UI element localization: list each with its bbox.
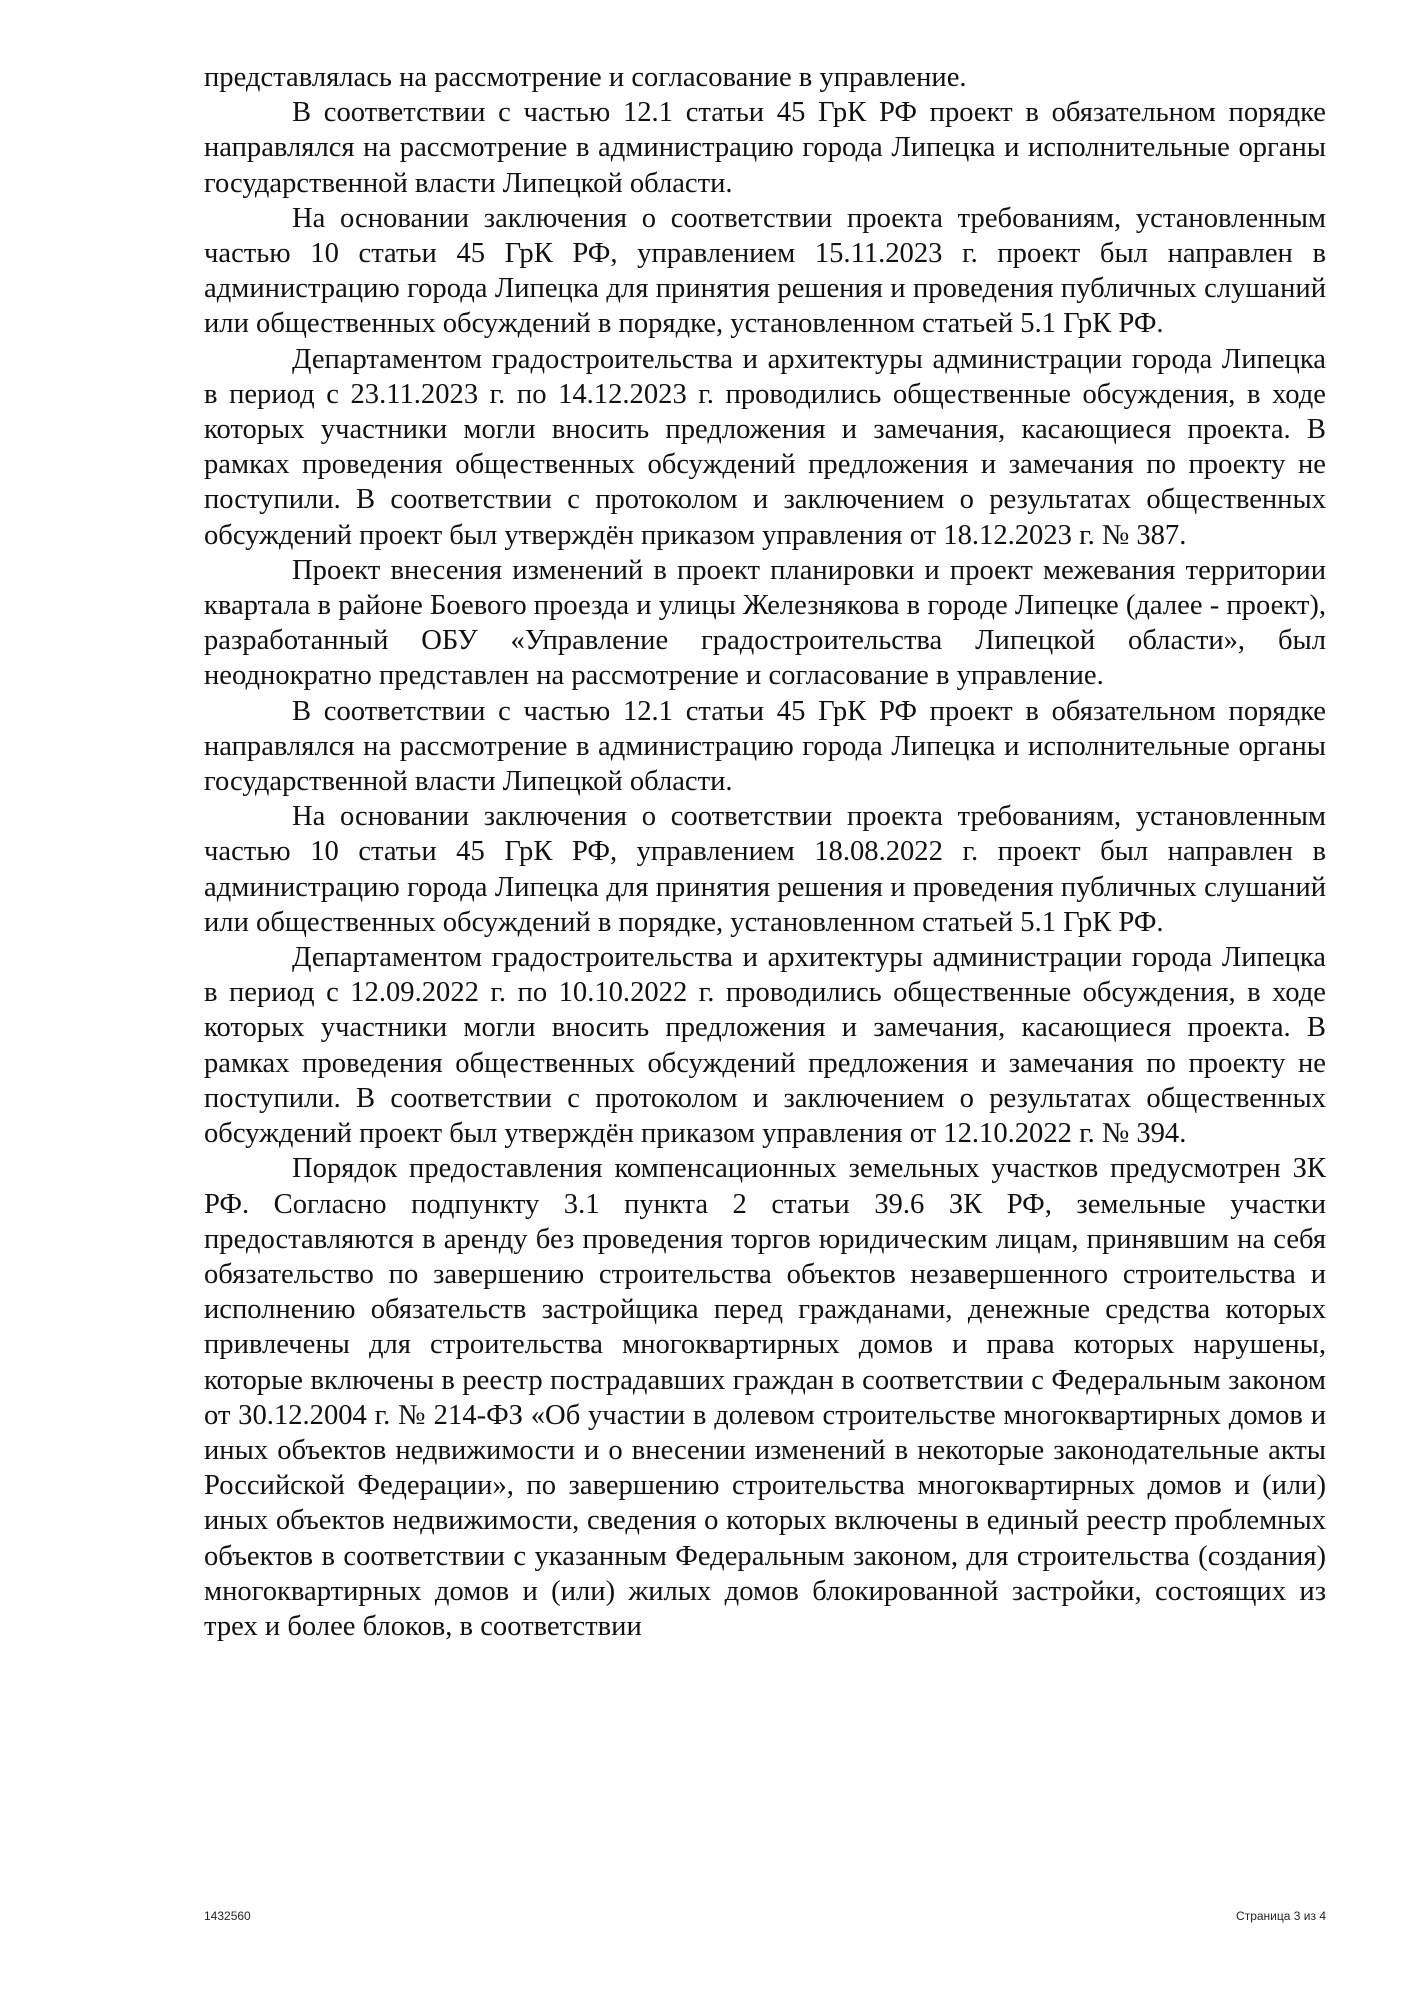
paragraph: В соответствии с частью 12.1 статьи 45 ГрК РФ проект в обязательном порядке направлялся на рассмотрение в администрацию города Липецка и исполнительные органы государственной власти Липецкой области.	[204, 97, 1326, 199]
paragraph: Департаментом градостроительства и архитектуры администрации города Липецка в период с 23.11.2023 г. по 14.12.2023 г. проводились общественные обсуждения, в ходе которых участники могли вносить предложения и замечания, касающиеся проекта. В рамках проведения общественных обсуждений предложения и замечания по проекту не поступили. В соответствии с протоколом и заключением о результатах общественных обсуждений проект был утверждён приказом управления от 18.12.2023 г. № 387.	[204, 343, 1326, 551]
paragraph: На основании заключения о соответствии проекта требованиям, установленным частью 10 статьи 45 ГрК РФ, управлением 15.11.2023 г. проект был направлен в администрацию города Липецка для принятия решения и проведения публичных слушаний или общественных обсуждений в порядке, установленном статьей 5.1 ГрК РФ.	[204, 202, 1326, 340]
paragraph: Департаментом градостроительства и архитектуры администрации города Липецка в период с 12.09.2022 г. по 10.10.2022 г. проводились общественные обсуждения, в ходе которых участники могли вносить предложения и замечания, касающиеся проекта. В рамках проведения общественных обсуждений предложения и замечания по проекту не поступили. В соответствии с протоколом и заключением о результатах общественных обсуждений проект был утверждён приказом управления от 12.10.2022 г. № 394.	[204, 942, 1326, 1150]
document-number: 1432560	[204, 1909, 251, 1923]
paragraph-continuation: представлялась на рассмотрение и согласование в управление.	[204, 62, 967, 93]
paragraph: Порядок предоставления компенсационных земельных участков предусмотрен ЗК РФ. Согласно подпункту 3.1 пункта 2 статьи 39.6 ЗК РФ, земельные участки предоставляются в аренду без проведения торгов юридическим лицам, принявшим на себя обязательство по завершению строительства объектов незавершенного строительства и исполнению обязательств застройщика перед гражданами, денежные средства которых привлечены для строительства многоквартирных домов и права которых нарушены, которые включены в реестр пострадавших граждан в соответствии с Федеральным законом от 30.12.2004 г. № 214-ФЗ «Об участии в долевом строительстве многоквартирных домов и иных объектов недвижимости и о внесении изменений в некоторые законодательные акты Российской Федерации», по завершению строительства многоквартирных домов и (или) иных объектов недвижимости, сведения о которых включены в единый реестр проблемных объектов в соответствии с указанным Федеральным законом, для строительства (создания) многоквартирных домов и (или) жилых домов блокированной застройки, состоящих из трех и более блоков, в соответствии	[204, 1153, 1326, 1642]
page-number: Страница 3 из 4	[1236, 1909, 1326, 1923]
paragraph: В соответствии с частью 12.1 статьи 45 ГрК РФ проект в обязательном порядке направлялся на рассмотрение в администрацию города Липецка и исполнительные органы государственной власти Липецкой области.	[204, 695, 1326, 798]
paragraph: На основании заключения о соответствии проекта требованиям, установленным частью 10 статьи 45 ГрК РФ, управлением 18.08.2022 г. проект был направлен в администрацию города Липецка для принятия решения и проведения публичных слушаний или общественных обсуждений в порядке, установленном статьей 5.1 ГрК РФ.	[204, 801, 1326, 938]
document-body	[204, 60, 1326, 1644]
page-footer	[204, 1909, 1326, 1929]
paragraph: Проект внесения изменений в проект планировки и проект межевания территории квартала в районе Боевого проезда и улицы Железнякова в городе Липецке (далее - проект), разработанный ОБУ «Управление градостроительства Липецкой области», был неоднократно представлен на рассмотрение и согласование в управление.	[204, 554, 1326, 692]
